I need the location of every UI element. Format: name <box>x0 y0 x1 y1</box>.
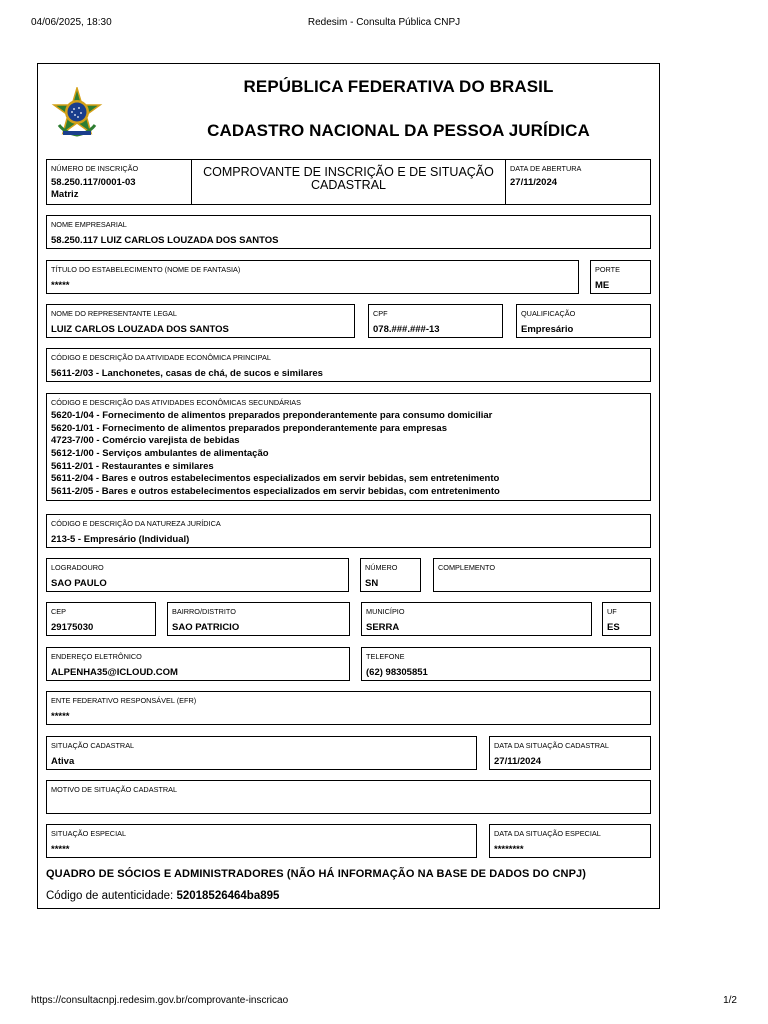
representante-label: NOME DO REPRESENTANTE LEGAL <box>51 309 177 318</box>
quadro-socios-heading: QUADRO DE SÓCIOS E ADMINISTRADORES (NÃO HÁ INFORMAÇÃO NA BASE DE DADOS DO CNPJ) <box>46 868 586 880</box>
comprovante-document <box>37 63 660 909</box>
porte-value: ME <box>595 280 610 291</box>
nome-empresarial-box <box>46 215 651 249</box>
telefone-label: TELEFONE <box>366 652 405 661</box>
municipio-box <box>361 602 592 636</box>
inscricao-value: 58.250.117/0001-03 <box>51 177 136 188</box>
municipio-label: MUNICÍPIO <box>366 607 405 616</box>
fantasia-value: ***** <box>51 280 70 291</box>
porte-box <box>590 260 651 294</box>
cep-value: 29175030 <box>51 622 94 633</box>
print-datetime: 04/06/2025, 18:30 <box>31 17 112 28</box>
atividade-principal-label: CÓDIGO E DESCRIÇÃO DA ATIVIDADE ECONÔMICA PRINCIPAL <box>51 353 271 362</box>
bairro-value: SAO PATRICIO <box>172 622 240 633</box>
inscricao-box <box>46 159 192 205</box>
efr-box <box>46 691 651 725</box>
complemento-label: COMPLEMENTO <box>438 563 496 572</box>
logradouro-label: LOGRADOURO <box>51 563 104 572</box>
data-situacao-box <box>489 736 651 770</box>
header-title: REPÚBLICA FEDERATIVA DO BRASIL <box>243 77 554 96</box>
cep-label: CEP <box>51 607 67 616</box>
situacao-especial-label: SITUAÇÃO ESPECIAL <box>51 829 127 838</box>
abertura-label: DATA DE ABERTURA <box>510 164 582 173</box>
qualificacao-box <box>516 304 651 338</box>
print-page-title: Redesim - Consulta Pública CNPJ <box>307 17 461 28</box>
data-situacao-label: DATA DA SITUAÇÃO CADASTRAL <box>494 741 609 750</box>
bairro-box <box>167 602 350 636</box>
print-page-number: 1/2 <box>723 995 737 1006</box>
cpf-box <box>368 304 503 338</box>
data-situacao-value: 27/11/2024 <box>494 756 542 767</box>
natureza-juridica-label: CÓDIGO E DESCRIÇÃO DA NATUREZA JURÍDICA <box>51 519 221 528</box>
numero-label: NÚMERO <box>365 563 398 572</box>
qualificacao-label: QUALIFICAÇÃO <box>521 309 576 318</box>
telefone-box <box>361 647 651 681</box>
abertura-value: 27/11/2024 <box>510 177 558 188</box>
comprovante-title: COMPROVANTE DE INSCRIÇÃO E DE SITUAÇÃO CADASTRAL <box>203 165 494 192</box>
list-item: 5612-1/00 - Serviços ambulantes de alimentação <box>51 448 269 460</box>
situacao-especial-box <box>46 824 477 858</box>
natureza-juridica-box <box>46 514 651 548</box>
cpf-value: 078.###.###-13 <box>373 324 440 335</box>
header-subtitle: CADASTRO NACIONAL DA PESSOA JURÍDICA <box>207 121 590 140</box>
efr-value: ***** <box>51 711 70 722</box>
list-item: 5611-2/04 - Bares e outros estabelecimentos especializados em servir bebidas, sem entretenimento <box>51 473 500 485</box>
representante-value: LUIZ CARLOS LOUZADA DOS SANTOS <box>51 324 229 335</box>
autenticidade-line <box>46 890 279 902</box>
list-item: 4723-7/00 - Comércio varejista de bebidas <box>51 435 240 447</box>
fantasia-box <box>46 260 579 294</box>
comprovante-title-box <box>191 159 506 205</box>
data-situacao-especial-value: ******** <box>494 844 524 855</box>
cpf-label: CPF <box>373 309 388 318</box>
uf-value: ES <box>607 622 620 633</box>
bairro-label: BAIRRO/DISTRITO <box>172 607 236 616</box>
numero-value: SN <box>365 578 379 589</box>
autenticidade-label: Código de autenticidade: <box>46 890 174 902</box>
email-label: ENDEREÇO ELETRÔNICO <box>51 652 142 661</box>
efr-label: ENTE FEDERATIVO RESPONSÁVEL (EFR) <box>51 696 197 705</box>
situacao-especial-value: ***** <box>51 844 70 855</box>
brazil-coat-of-arms-icon <box>51 87 103 139</box>
atividade-principal-box <box>46 348 651 382</box>
atividades-secundarias-box <box>46 393 651 501</box>
municipio-value: SERRA <box>366 622 400 633</box>
situacao-label: SITUAÇÃO CADASTRAL <box>51 741 135 750</box>
cep-box <box>46 602 156 636</box>
atividades-secundarias-list <box>51 410 500 499</box>
list-item: 5620-1/04 - Fornecimento de alimentos preparados preponderantemente para consumo domiciliar <box>51 410 493 421</box>
telefone-value: (62) 98305851 <box>366 667 428 678</box>
nome-empresarial-value: 58.250.117 LUIZ CARLOS LOUZADA DOS SANTOS <box>51 235 279 246</box>
emblem-ribbon <box>63 131 91 135</box>
data-situacao-especial-label: DATA DA SITUAÇÃO ESPECIAL <box>494 829 601 838</box>
fantasia-label: TÍTULO DO ESTABELECIMENTO (NOME DE FANTASIA) <box>51 265 241 274</box>
qualificacao-value: Empresário <box>521 324 574 335</box>
motivo-box <box>46 780 651 814</box>
atividade-principal-value: 5611-2/03 - Lanchonetes, casas de chá, de sucos e similares <box>51 368 323 379</box>
numero-box <box>360 558 421 592</box>
logradouro-box <box>46 558 349 592</box>
situacao-value: Ativa <box>51 756 75 767</box>
motivo-label: MOTIVO DE SITUAÇÃO CADASTRAL <box>51 785 178 794</box>
natureza-juridica-value: 213-5 - Empresário (Individual) <box>51 534 190 545</box>
emblem-center <box>68 103 87 122</box>
print-url: https://consultacnpj.redesim.gov.br/comprovante-inscricao <box>31 995 289 1006</box>
list-item: 5620-1/01 - Fornecimento de alimentos preparados preponderantemente para empresas <box>51 422 447 434</box>
email-value: ALPENHA35@ICLOUD.COM <box>51 667 178 678</box>
inscricao-label: NÚMERO DE INSCRIÇÃO <box>51 164 139 173</box>
email-box <box>46 647 350 681</box>
nome-empresarial-label: NOME EMPRESARIAL <box>51 220 127 229</box>
list-item: 5611-2/01 - Restaurantes e similares <box>51 460 214 472</box>
data-situacao-especial-box <box>489 824 651 858</box>
atividades-secundarias-label: CÓDIGO E DESCRIÇÃO DAS ATIVIDADES ECONÔMICAS SECUNDÁRIAS <box>51 398 302 407</box>
porte-label: PORTE <box>595 265 621 274</box>
representante-box <box>46 304 355 338</box>
autenticidade-code: 52018526464ba895 <box>176 890 280 902</box>
complemento-box <box>433 558 651 592</box>
uf-label: UF <box>607 607 617 616</box>
logradouro-value: SAO PAULO <box>51 578 107 589</box>
list-item: 5611-2/05 - Bares e outros estabelecimentos especializados em servir bebidas, com entretenimento <box>51 486 500 498</box>
inscricao-tipo: Matriz <box>51 189 79 200</box>
abertura-box <box>505 159 651 205</box>
situacao-box <box>46 736 477 770</box>
uf-box <box>602 602 651 636</box>
